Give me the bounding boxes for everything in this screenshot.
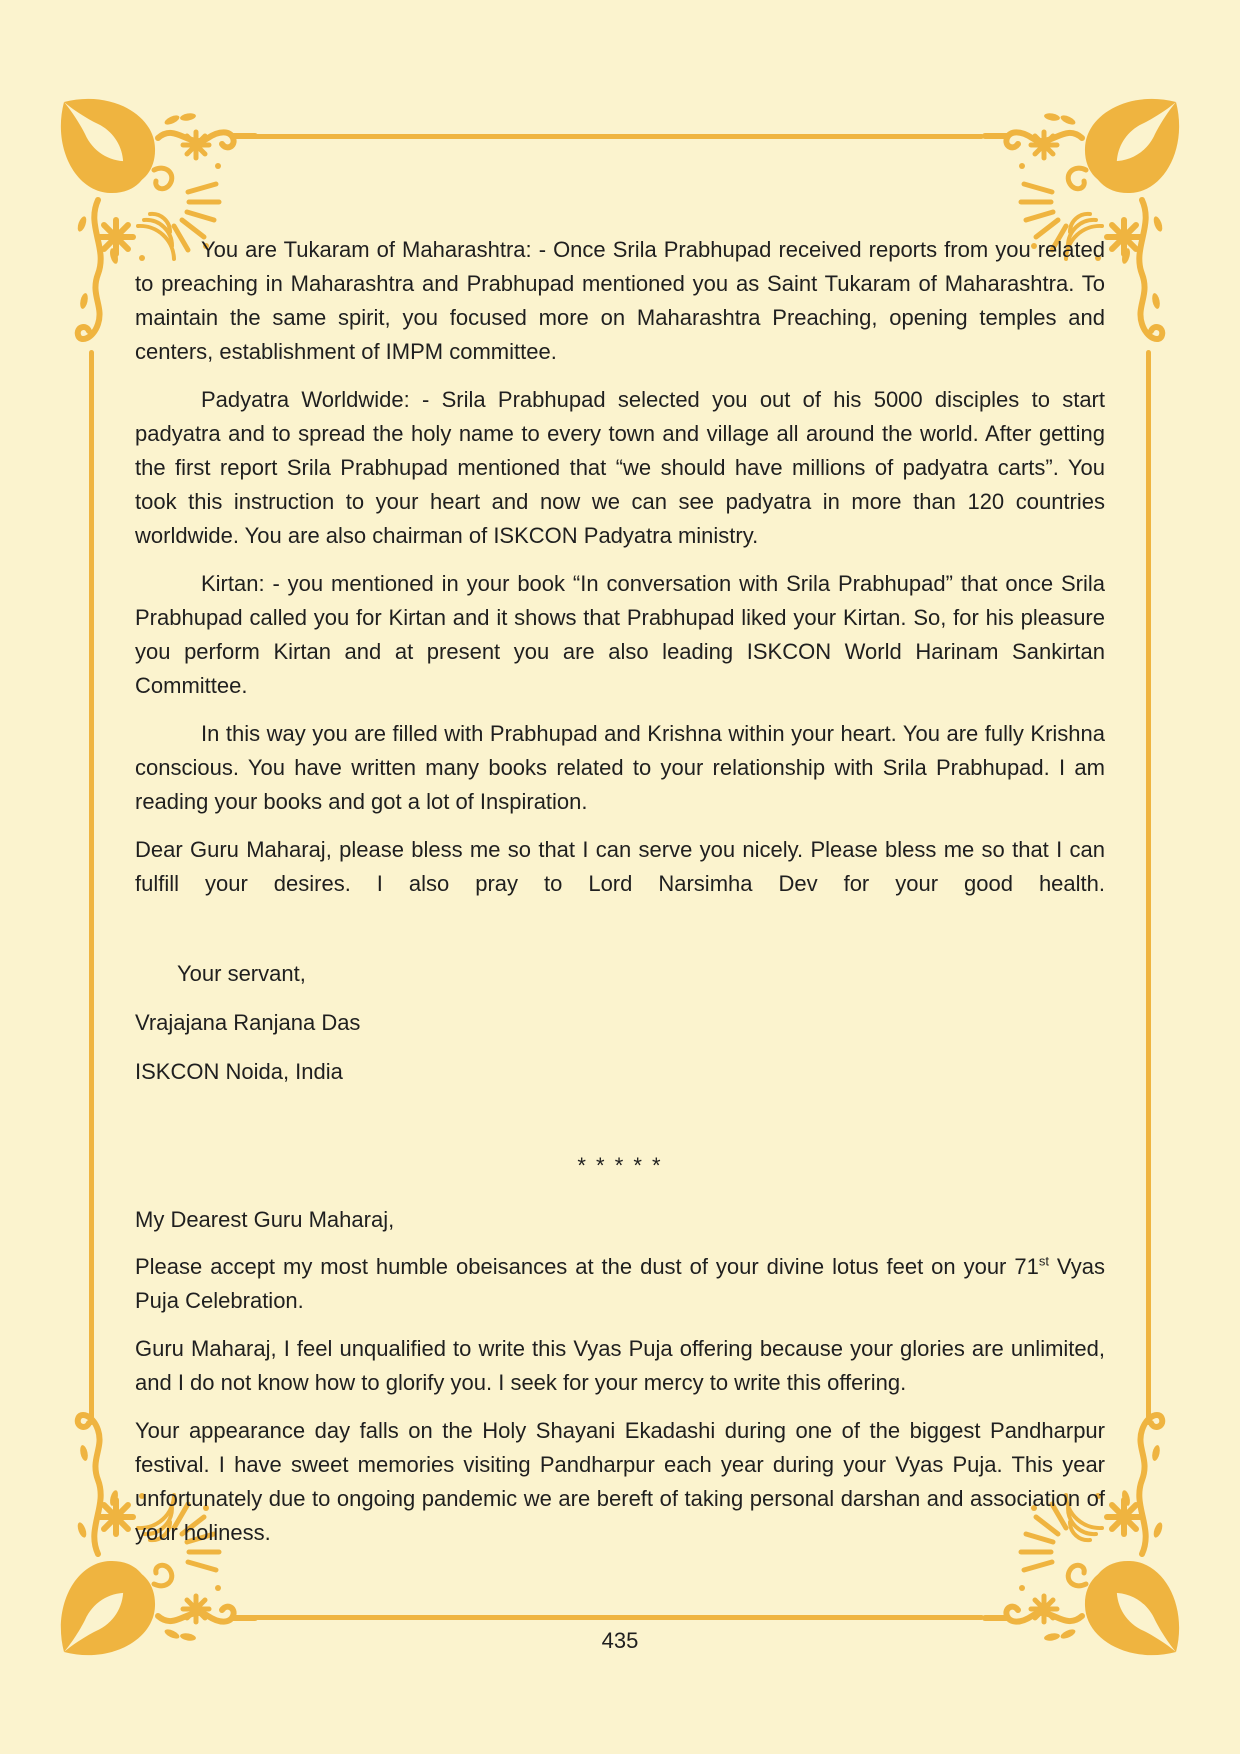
paragraph-krishna-conscious: In this way you are filled with Prabhupad and Krishna within your heart. You are fully Krishna conscious. You have written many books related to your relationship with Srila Prabhupad. I am reading your books and got a lot of Inspiration.	[135, 721, 1105, 814]
page-number: 435	[601, 1628, 639, 1653]
paragraph-kirtan: Kirtan: - you mentioned in your book “In conversation with Srila Prabhupad” that once Srila Prabhupad called you for Kirtan and it shows that Prabhupad liked your Kirtan. So, for his pleasure you perform Kirtan and at present you are also leading ISKCON World Harinam Sankirtan Committee.	[135, 571, 1105, 698]
paragraph-appearance-day: Your appearance day falls on the Holy Shayani Ekadashi during one of the biggest Pandharpur festival. I have sweet memories visiting Pandharpur each year during your Vyas Puja. This year unfortunately due to ongoing pandemic we are bereft of taking personal darshan and association of your holiness.	[135, 1418, 1105, 1545]
border-line-left	[89, 350, 94, 1425]
paragraph-unqualified: Guru Maharaj, I feel unqualified to write this Vyas Puja offering because your glories are unlimited, and I do not know how to glorify you. I seek for your mercy to write this offering.	[135, 1336, 1105, 1395]
obeisance-text-before: Please accept my most humble obeisances at the dust of your divine lotus feet on your 71	[135, 1254, 1039, 1279]
signoff-block	[135, 957, 1105, 1089]
paragraph-padyatra-worldwide: Padyatra Worldwide: - Srila Prabhupad selected you out of his 5000 disciples to start padyatra and to spread the holy name to every town and village all around the world. After getting the first report Srila Prabhupad mentioned that “we should have millions of padyatra carts”. You took this instruction to your heart and now we can see padyatra in more than 120 countries worldwide. You are also chairman of ISKCON Padyatra ministry.	[135, 387, 1105, 548]
signoff-temple-location: ISKCON Noida, India	[135, 1059, 343, 1084]
border-line-bottom	[246, 1615, 984, 1620]
salutation-dearest-guru-maharaj: My Dearest Guru Maharaj,	[135, 1207, 395, 1232]
letter-body	[135, 233, 1105, 1564]
signoff-your-servant: Your servant,	[177, 961, 306, 986]
signoff-devotee-name: Vrajajana Ranjana Das	[135, 1010, 361, 1035]
border-line-right	[1146, 350, 1151, 1425]
ordinal-superscript: st	[1038, 1253, 1049, 1269]
section-separator-stars: * * * * *	[577, 1153, 663, 1178]
obeisance-text-after: Vyas Puja Celebration.	[135, 1254, 1105, 1313]
border-line-top	[246, 134, 984, 139]
paragraph-blessing-request: Dear Guru Maharaj, please bless me so that I can serve you nicely. Please bless me so that I can fulfill your desires. I also pray to Lord Narsimha Dev for your good health.	[135, 837, 1105, 896]
paragraph-tukaram-of-maharashtra: You are Tukaram of Maharashtra: - Once Srila Prabhupad received reports from you related to preaching in Maharashtra and Prabhupad mentioned you as Saint Tukaram of Maharashtra. To maintain the same spirit, you focused more on Maharashtra Preaching, opening temples and centers, establishment of IMPM committee.	[135, 237, 1105, 364]
paragraph-obeisances	[135, 1250, 1105, 1318]
